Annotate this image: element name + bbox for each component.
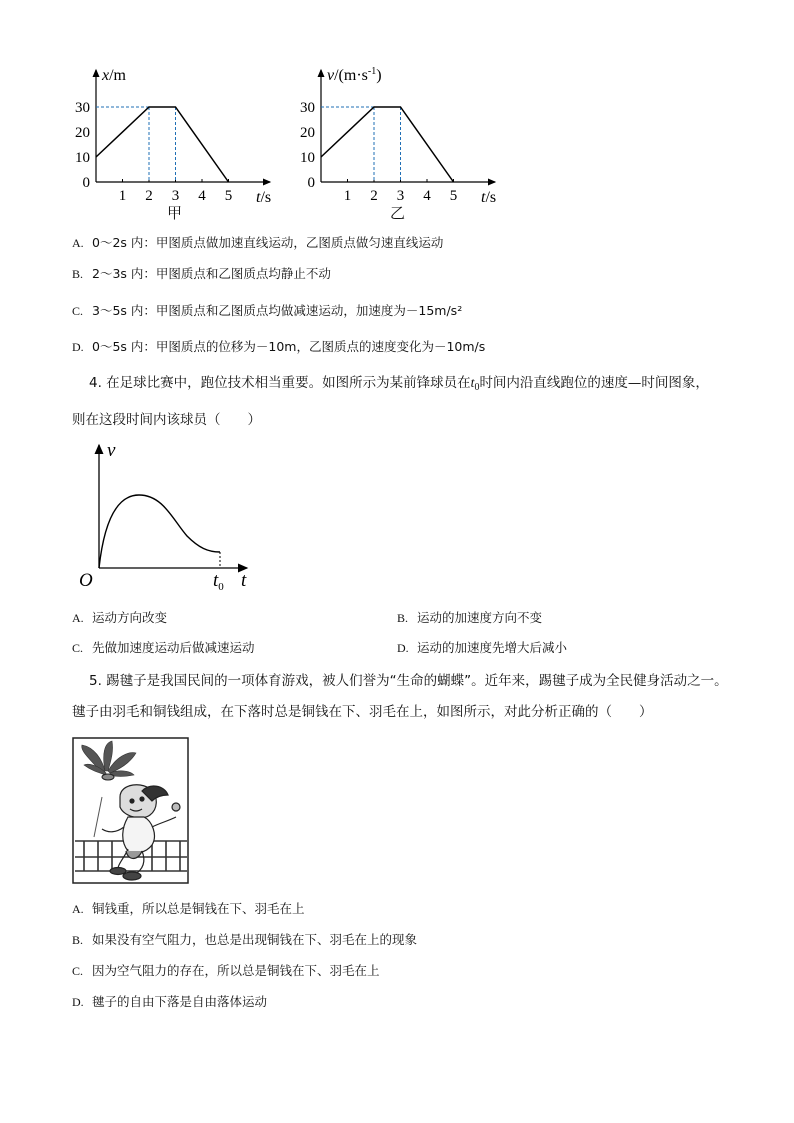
v-axis-label: v bbox=[107, 440, 116, 461]
y-axis-label: x/m bbox=[102, 67, 126, 84]
x-tick-label: 5 bbox=[224, 188, 233, 204]
x-tick-label: 1 bbox=[118, 188, 127, 204]
q3-option-a[interactable]: A. 0～2s 内：甲图质点做加速直线运动，乙图质点做匀速直线运动 bbox=[72, 235, 444, 250]
origin-label: O bbox=[79, 570, 93, 590]
q4-stem-line2: 则在这段时间内该球员（ ） bbox=[72, 412, 261, 428]
x-tick-label: 5 bbox=[449, 188, 458, 204]
q5-option-a[interactable]: A. 铜钱重，所以总是铜钱在下、羽毛在上 bbox=[72, 901, 305, 916]
y-tick-label: 0 bbox=[82, 175, 90, 191]
copper-coin bbox=[102, 774, 114, 780]
q3-option-b[interactable]: B. 2～3s 内：甲图质点和乙图质点均静止不动 bbox=[72, 266, 331, 281]
x-axis-label: t/s bbox=[481, 189, 497, 206]
x-tick-label: 3 bbox=[171, 188, 180, 204]
y-tick-label: 30 bbox=[75, 100, 90, 116]
q4-option-c[interactable]: C. 先做加速度运动后做减速运动 bbox=[72, 640, 255, 655]
q4-stem-line1: 4. 在足球比赛中，跑位技术相当重要。如图所示为某前锋球员在$t_0$时间内沿直线跑位的速度—时间图象， bbox=[89, 375, 709, 393]
y-tick-label: 10 bbox=[300, 150, 315, 166]
t0-label: $t_0$ bbox=[213, 570, 224, 590]
q5-option-b[interactable]: B. 如果没有空气阻力，也总是出现铜钱在下、羽毛在上的现象 bbox=[72, 932, 418, 947]
y-tick-label: 20 bbox=[75, 125, 90, 141]
q5-option-d[interactable]: D. 毽子的自由下落是自由落体运动 bbox=[72, 994, 268, 1009]
q5-option-c[interactable]: C. 因为空气阻力的存在，所以总是铜钱在下、羽毛在上 bbox=[72, 963, 380, 978]
x-tick-label: 2 bbox=[370, 188, 378, 204]
q4-option-a[interactable]: A. 运动方向改变 bbox=[72, 610, 168, 625]
y-tick-label: 10 bbox=[75, 150, 90, 166]
q4-option-d[interactable]: D. 运动的加速度先增大后减小 bbox=[397, 640, 568, 655]
y-axis-label: $v/(m\cdot s^{-1})$ bbox=[327, 66, 382, 84]
caption-jia: 甲 bbox=[167, 204, 183, 222]
velocity-curve bbox=[99, 495, 220, 568]
y-tick-label: 30 bbox=[300, 100, 315, 116]
shuttlecock-kicking-illustration bbox=[72, 737, 190, 885]
q3-option-c[interactable]: C. 3～5s 内：甲图质点和乙图质点均做减速运动，加速度为－15m/s² bbox=[72, 303, 463, 318]
y-tick-label: 20 bbox=[300, 125, 315, 141]
graph-jia bbox=[70, 60, 285, 225]
series-line bbox=[321, 107, 454, 182]
graph-yi bbox=[295, 60, 510, 225]
q5-stem-line2: 毽子由羽毛和铜钱组成，在下落时总是铜钱在下、羽毛在上，如图所示，对此分析正确的（ ） bbox=[72, 704, 653, 720]
x-tick-label: 1 bbox=[343, 188, 352, 204]
y-tick-label: 0 bbox=[307, 175, 315, 191]
x-tick-label: 4 bbox=[198, 188, 206, 204]
q3-option-d[interactable]: D. 0～5s 内：甲图质点的位移为－10m，乙图质点的速度变化为－10m/s bbox=[72, 339, 486, 354]
q5-stem-line1: 5. 踢毽子是我国民间的一项体育游戏，被人们誉为“生命的蝴蝶”。近年来，踢毽子成为全民健身活动之一。 bbox=[89, 673, 728, 689]
caption-yi: 乙 bbox=[390, 204, 406, 222]
x-tick-label: 4 bbox=[423, 188, 431, 204]
q4-vt-graph bbox=[75, 440, 260, 590]
x-tick-label: 2 bbox=[145, 188, 153, 204]
q4-option-b[interactable]: B. 运动的加速度方向不变 bbox=[397, 610, 543, 625]
x-axis-label: t/s bbox=[256, 189, 272, 206]
series-line bbox=[96, 107, 229, 182]
x-tick-label: 3 bbox=[396, 188, 405, 204]
t-axis-label: t bbox=[241, 570, 247, 590]
